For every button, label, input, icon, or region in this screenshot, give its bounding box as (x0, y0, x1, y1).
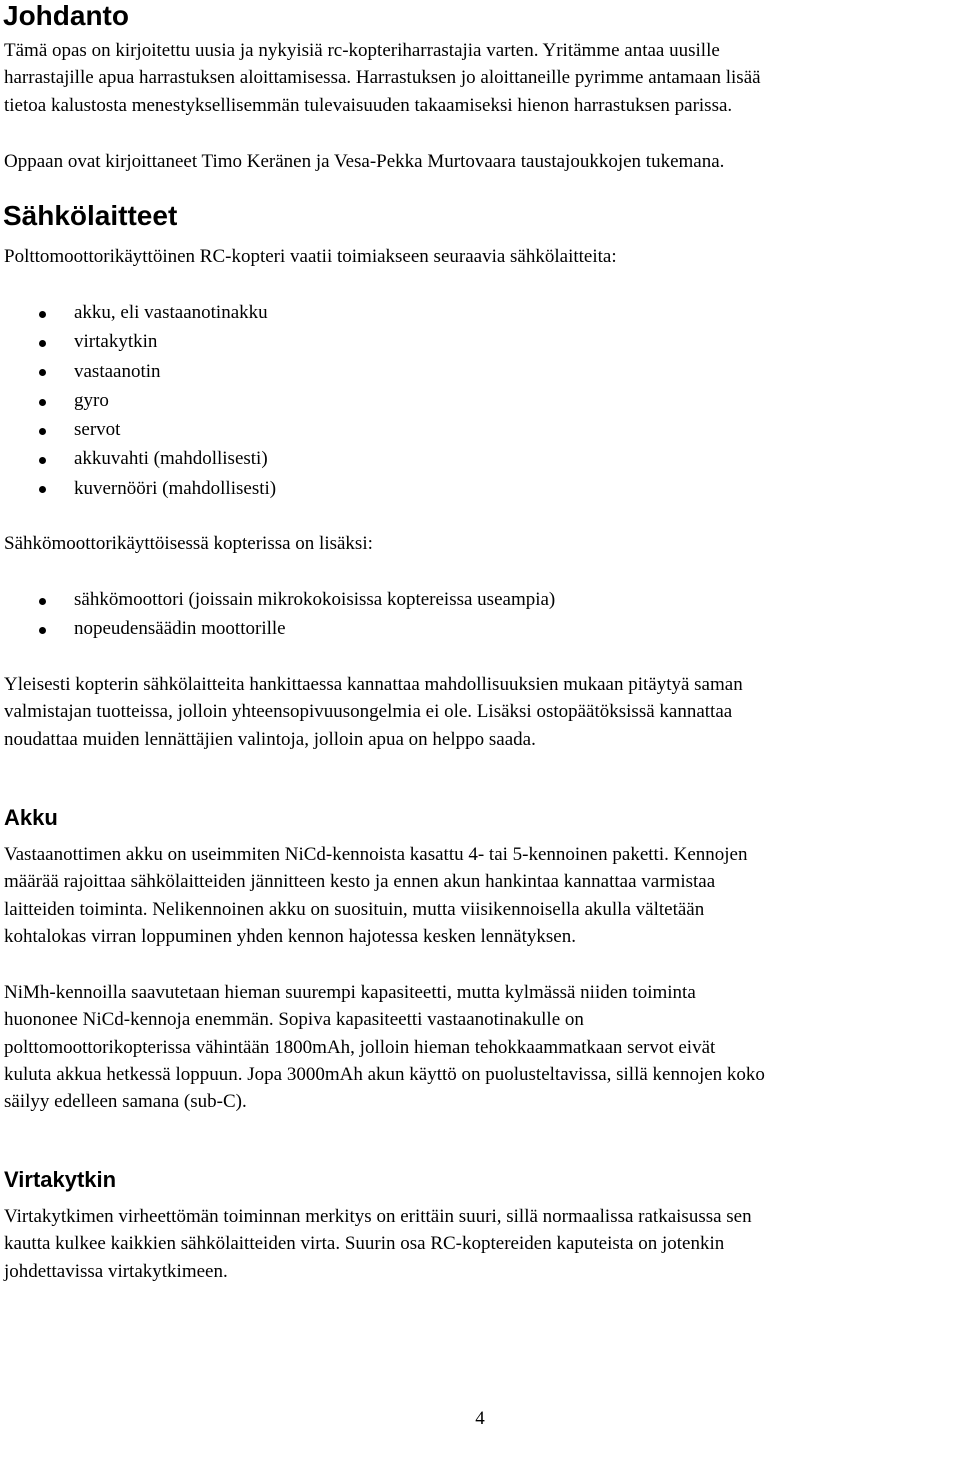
text-line: harrastajille apua harrastuksen aloittamisessa. Harrastuksen jo aloittaneille pyrimme antamaan lisää (4, 67, 761, 89)
text-line: kautta kulkee kaikkien sähkölaitteiden virta. Suurin osa RC-koptereiden kaputeista on jotenkin (4, 1233, 725, 1255)
text-line: johdettavissa virtakytkimeen. (4, 1260, 228, 1282)
text-line: huononee NiCd-kennoja enemmän. Sopiva kapasiteetti vastaanotinakulle on (4, 1009, 584, 1031)
text-line: polttomoottorikopterissa vähintään 1800mAh, jolloin hieman tehokkaammatkaan servot eivät (4, 1036, 716, 1058)
text-line: Oppaan ovat kirjoittaneet Timo Keränen ja Vesa-Pekka Murtovaara taustajoukkojen tukemana. (4, 151, 725, 172)
list-item (0, 357, 276, 386)
list-item (0, 474, 276, 503)
text-line: NiMh-kennoilla saavutetaan hieman suurempi kapasiteetti, mutta kylmässä niiden toiminta (4, 982, 696, 1003)
list-item-label: sähkömoottori (joissain mikrokokoisissa koptereissa useampia) (74, 589, 556, 610)
list-item-label: virtakytkin (74, 331, 158, 353)
page-number: 4 (475, 1408, 485, 1429)
text-line: määrää rajoittaa sähkölaitteiden jännitteen kesto ja ennen akun hankintaa kannattaa varmistaa (4, 871, 716, 893)
text-line: Virtakytkimen virheettömän toiminnan merkitys on erittäin suuri, sillä normaalissa ratkaisussa sen (4, 1206, 752, 1227)
list-item-label: akku, eli vastaanotinakku (74, 302, 268, 323)
list-item-label: gyro (74, 389, 109, 411)
text-line: säilyy edelleen samana (sub-C). (4, 1091, 247, 1113)
text-line: Yleisesti kopterin sähkölaitteita hankittaessa kannattaa mahdollisuuksien mukaan pitäytyä saman (4, 674, 743, 695)
text-line: valmistajan tuotteissa, jolloin yhteensopivuusongelmia ei ole. Lisäksi ostopäätöksissä kannattaa (4, 701, 733, 723)
electronics-intro (4, 243, 960, 270)
bullet-icon (39, 340, 46, 347)
heading-johdanto: Johdanto (3, 0, 129, 31)
list-item (0, 444, 276, 473)
battery-paragraph-2 (4, 979, 960, 1115)
electronics-advice-paragraph (4, 671, 960, 753)
battery-paragraph-1 (4, 841, 960, 950)
text-line: Vastaanottimen akku on useimmiten NiCd-kennoista kasattu 4- tai 5-kennoinen paketti. Kennojen (4, 844, 748, 865)
list-item (0, 298, 276, 327)
heading-akku: Akku (4, 805, 58, 830)
list-item (0, 614, 555, 643)
text-line: noudattaa muiden lennättäjien valintoja, jolloin apua on helppo saada. (4, 728, 536, 750)
list-item (0, 386, 276, 415)
bullet-icon (39, 311, 46, 318)
bullet-icon (39, 627, 46, 634)
authors-paragraph (4, 148, 960, 175)
text-line: kuluta akkua hetkessä loppuun. Jopa 3000mAh akun käyttö on puolusteltavissa, sillä kennojen koko (4, 1063, 765, 1085)
text-line: Tämä opas on kirjoitettu uusia ja nykyisiä rc-kopteriharrastajia varten. Yritämme antaa uusille (4, 40, 720, 61)
list-item-label: akkuvahti (mahdollisesti) (74, 448, 268, 470)
text-line: kohtalokas virran loppuminen yhden kennon hajotessa kesken lennätyksen. (4, 925, 576, 947)
switch-paragraph (4, 1203, 960, 1285)
bullet-icon (39, 457, 46, 464)
text-line: Sähkömoottorikäyttöisessä kopterissa on lisäksi: (4, 533, 373, 554)
electric-list (0, 585, 555, 644)
bullet-icon (39, 369, 46, 376)
list-item (0, 585, 555, 614)
list-item-label: servot (74, 419, 121, 441)
list-item-label: vastaanotin (74, 360, 161, 382)
bullet-icon (39, 428, 46, 435)
list-item-label: kuvernööri (mahdollisesti) (74, 477, 277, 499)
list-item (0, 415, 276, 444)
list-item-label: nopeudensäädin moottorille (74, 618, 286, 640)
bullet-icon (39, 399, 46, 406)
heading-sahkolaitteet: Sähkölaitteet (3, 200, 178, 231)
bullet-icon (39, 598, 46, 605)
intro-paragraph (4, 37, 960, 119)
text-line: Polttomoottorikäyttöinen RC-kopteri vaatii toimiakseen seuraavia sähkölaitteita: (4, 246, 617, 267)
text-line: laitteiden toiminta. Nelikennoinen akku on suosituin, mutta viisikennoisella akulla vältetään (4, 898, 705, 920)
electronics-list (0, 298, 276, 503)
list-item (0, 327, 276, 356)
heading-virtakytkin: Virtakytkin (4, 1167, 117, 1192)
bullet-icon (39, 486, 46, 493)
electric-intro (4, 530, 960, 557)
text-line: tietoa kalustosta menestyksellisemmän tulevaisuuden takaamiseksi hienon harrastuksen parissa. (4, 94, 733, 116)
